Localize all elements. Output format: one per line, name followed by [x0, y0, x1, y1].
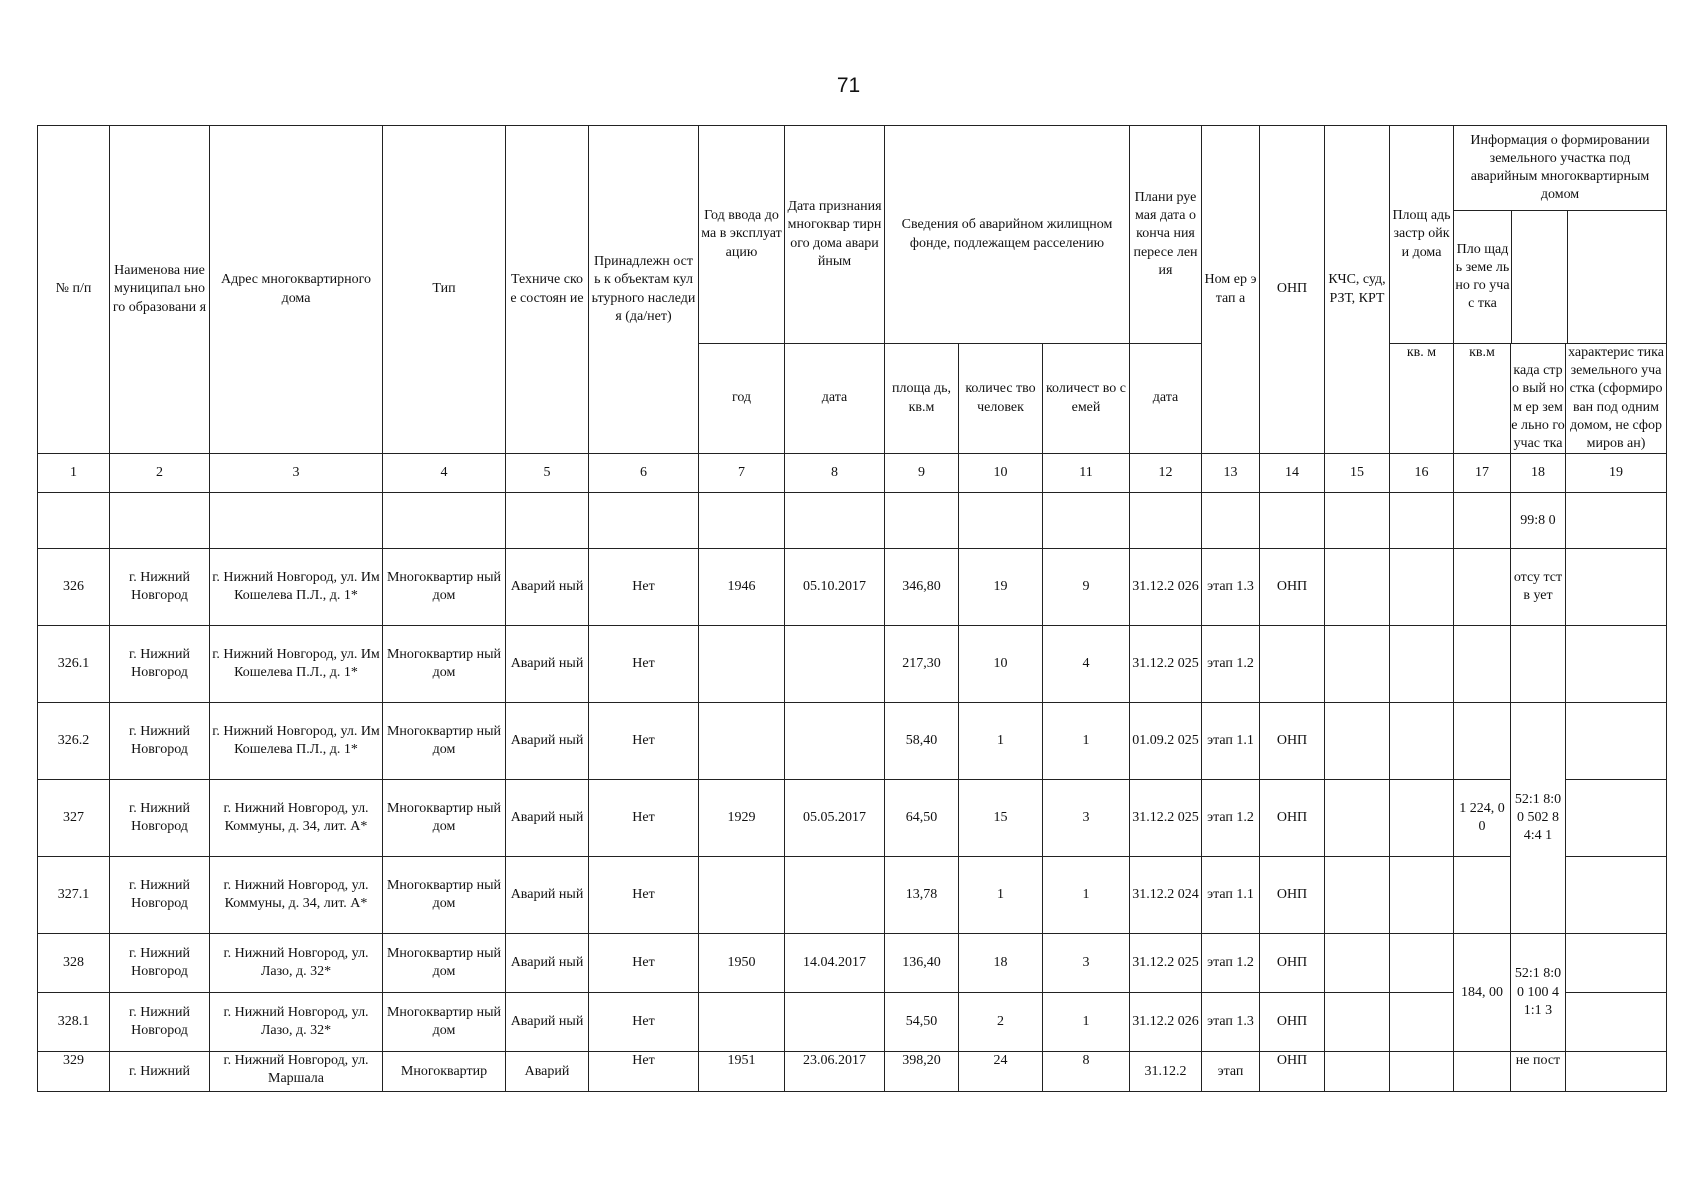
header-kchs: КЧС, суд, РЗТ, КРТ [1325, 126, 1390, 454]
colnum: 17 [1454, 454, 1511, 493]
header-sub-date: дата [785, 344, 885, 454]
table-row: 328 г. Нижний Новгород г. Нижний Новгород, ул. Лазо, д. 32* Многоквартир ный дом Аварий ный Нет 1950 14.04.2017 136,40 18 3 31.12.2 025 этап 1.2 ОНП 184, 00 52:1 8:00 100 41:1 3 [38, 934, 1667, 993]
header-year: Год ввода дома в эксплуат ацию [699, 126, 785, 344]
table-row: 326 г. Нижний Новгород г. Нижний Новгород, ул. Им Кошелева П.Л., д. 1* Многоквартир ный дом Аварий ный Нет 1946 05.10.2017 346,80 19 9 31.12.2 026 этап 1.3 ОНП отсу тств ует [38, 549, 1667, 626]
header-tech-state: Техниче ское состоян ие [506, 126, 589, 454]
colnum: 4 [383, 454, 506, 493]
header-emergency-fund: Сведения об аварийном жилищном фонде, подлежащем расселению [885, 126, 1130, 344]
header-heritage: Принадлежн ость к объектам культурного наследия (да/нет) [589, 126, 699, 454]
cadastral-cell-merged: 52:1 8:00 502 84:4 1 [1511, 703, 1566, 934]
header-land-info-title: Информация о формировании земельного участка под аварийным многоквартирным домом [1454, 126, 1666, 211]
table-row: 327.1 г. Нижний Новгород г. Нижний Новгород, ул. Коммуны, д. 34, лит. А* Многоквартир ный дом Аварий ный Нет 13,78 1 1 31.12.2 024 этап 1.1 ОНП [38, 857, 1667, 934]
colnum: 11 [1043, 454, 1130, 493]
header-address: Адрес многоквартирного дома [210, 126, 383, 454]
emergency-housing-table [37, 125, 1667, 1092]
header-build-area: Площ адь застр ойки дома [1390, 126, 1454, 344]
header-sub-year: год [699, 344, 785, 454]
table-row: 328.1 г. Нижний Новгород г. Нижний Новгород, ул. Лазо, д. 32* Многоквартир ный дом Аварий ный Нет 54,50 2 1 31.12.2 026 этап 1.3 ОНП [38, 993, 1667, 1052]
header-land-char-top [1567, 211, 1666, 343]
continuation-row [38, 493, 1667, 549]
header-sub-build-area: кв. м [1390, 344, 1454, 454]
header-land-area: Пло щадь земе льно го учас тка [1454, 211, 1512, 343]
header-number: № п/п [38, 126, 110, 454]
page-number: 71 [836, 74, 861, 97]
colnum: 13 [1202, 454, 1260, 493]
colnum: 2 [110, 454, 210, 493]
cadastral-cell: не пост [1511, 1052, 1566, 1092]
header-sub-area: площа дь, кв.м [885, 344, 959, 454]
table-row: 327 г. Нижний Новгород г. Нижний Новгород, ул. Коммуны, д. 34, лит. А* Многоквартир ный дом Аварий ный Нет 1929 05.05.2017 64,50 15 3 31.12.2 025 этап 1.2 ОНП 1 224, 00 [38, 780, 1667, 857]
header-recognition-date: Дата признания многоквар тирного дома аварийным [785, 126, 885, 344]
colnum: 15 [1325, 454, 1390, 493]
colnum: 10 [959, 454, 1043, 493]
colnum: 8 [785, 454, 885, 493]
header-row-main [38, 126, 1667, 344]
colnum: 5 [506, 454, 589, 493]
colnum: 18 [1511, 454, 1566, 493]
land-area-cell: 1 224, 00 [1454, 780, 1511, 857]
cadastral-cell-merged: 52:1 8:00 100 41:1 3 [1511, 934, 1566, 1052]
cadastral-cell: 99:8 0 [1511, 493, 1566, 549]
table-row-cut: 329 г. Нижний г. Нижний Новгород, ул. Маршала Многоквартир Аварий Нет 1951 23.06.2017 398,20 24 8 31.12.2 этап ОНП не пост [38, 1052, 1667, 1092]
colnum: 16 [1390, 454, 1454, 493]
colnum: 12 [1130, 454, 1202, 493]
colnum: 1 [38, 454, 110, 493]
header-land-cad-top [1512, 211, 1567, 343]
colnum: 14 [1260, 454, 1325, 493]
colnum: 6 [589, 454, 699, 493]
header-sub-land-area: кв.м [1454, 344, 1511, 454]
header-planned-date: Плани руемая дата оконча ния пересе ления [1130, 126, 1202, 344]
header-land-info [1454, 126, 1667, 344]
header-onp: ОНП [1260, 126, 1325, 454]
header-stage: Ном ер этап а [1202, 126, 1260, 454]
header-sub-end-date: дата [1130, 344, 1202, 454]
colnum: 3 [210, 454, 383, 493]
land-area-cell-merged: 184, 00 [1454, 934, 1511, 1052]
header-cadastral-number: када стро вый ном ер земе льно го учас тка [1511, 344, 1566, 454]
colnum: 19 [1566, 454, 1667, 493]
table-row: 326.1 г. Нижний Новгород г. Нижний Новгород, ул. Им Кошелева П.Л., д. 1* Многоквартир ный дом Аварий ный Нет 217,30 10 4 31.12.2 025 этап 1.2 [38, 626, 1667, 703]
cadastral-cell: отсу тств ует [1511, 549, 1566, 626]
colnum: 9 [885, 454, 959, 493]
header-sub-families: количест во семей [1043, 344, 1130, 454]
colnum: 7 [699, 454, 785, 493]
header-municipality: Наименова ние муниципал ьного образовани я [110, 126, 210, 454]
header-type: Тип [383, 126, 506, 454]
header-land-characteristic: характерис тика земельного участка (сформиро ван под одним домом, не сформиров ан) [1566, 344, 1667, 454]
header-sub-people: количес тво человек [959, 344, 1043, 454]
table-row: 326.2 г. Нижний Новгород г. Нижний Новгород, ул. Им Кошелева П.Л., д. 1* Многоквартир ный дом Аварий ный Нет 58,40 1 1 01.09.2 025 этап 1.1 ОНП 52:1 8:00 502 84:4 1 [38, 703, 1667, 780]
column-numbers-row [38, 454, 1667, 493]
